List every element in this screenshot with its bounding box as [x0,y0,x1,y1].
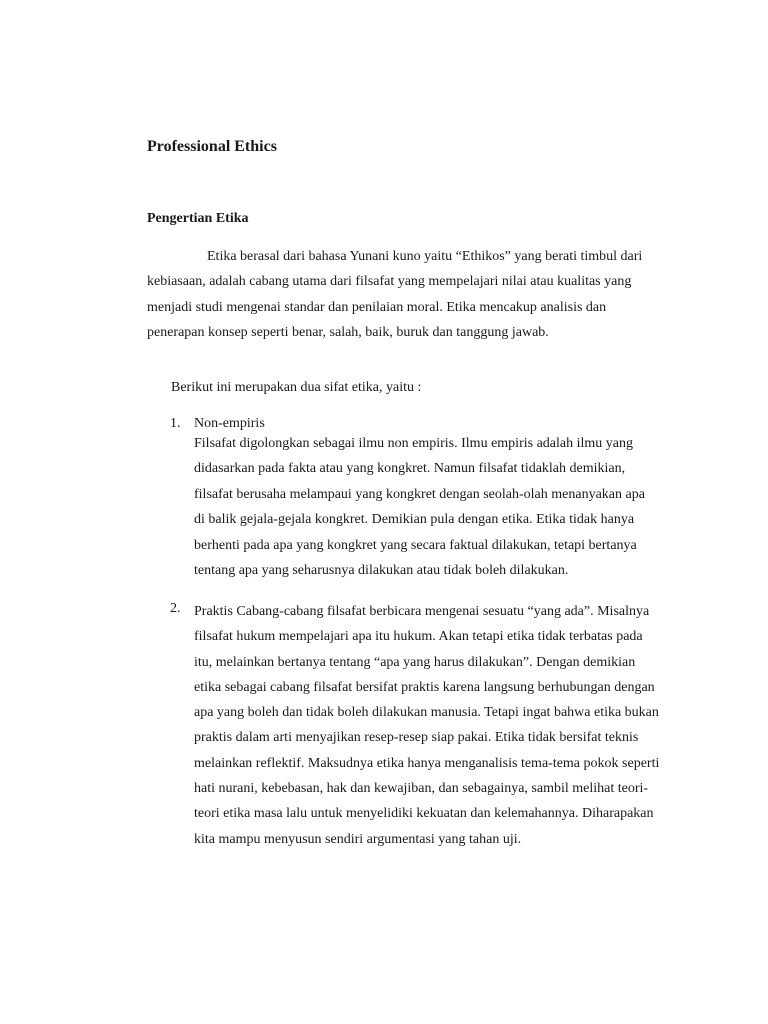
list-intro: Berikut ini merupakan dua sifat etika, yaitu : [171,380,422,395]
list-item-text: Praktis Cabang-cabang filsafat berbicara mengenai sesuatu “yang ada”. Misalnya filsafat hukum mempelajari apa itu hukum. Akan tetapi etika tidak terbatas pada itu, melainkan bertanya tentang “apa yang harus dilakukan”. Dengan demikian etika sebagai cabang filsafat bersifat praktis karena langsung berhubungan dengan apa yang boleh dan tidak boleh dilakukan manusia. Tetapi ingat bahwa etika bukan praktis dalam arti menyajikan resep-resep siap pakai. Etika tidak bersifat teknis melainkan reflektif. Maksudnya etika hanya menganalisis tema-tema pokok seperti hati nurani, kebebasan, hak dan kewajiban, dan sebagainya, sambil melihat teori-teori etika masa lalu untuk menyelidiki kekuatan dan kelemahannya. Diharapakan kita mampu menyusun sendiri argumentasi yang tahan uji. [194,604,660,847]
list-item-number: 2. [170,601,181,616]
list-item-label: Non-empiris [194,416,265,431]
section-heading: Pengertian Etika [147,211,249,226]
document-title: Professional Ethics [147,138,277,155]
body-paragraph: Etika berasal dari bahasa Yunani kuno yaitu “Ethikos” yang berati timbul dari kebiasaan, adalah cabang utama dari filsafat yang mempelajari nilai atau kualitas yang menjadi studi mengenai standar dan penilaian moral. Etika mencakup analisis dan penerapan konsep seperti benar, salah, baik, buruk dan tanggung jawab. [147,249,643,341]
list-item-text: Filsafat digolongkan sebagai ilmu non empiris. Ilmu empiris adalah ilmu yang didasarkan pada fakta atau yang kongkret. Namun filsafat tidaklah demikian, filsafat berusaha melampaui yang kongkret dengan seolah-olah menanyakan apa di balik gejala-gejala kongkret. Demikian pula dengan etika. Etika tidak hanya berhenti pada apa yang kongkret yang secara faktual dilakukan, tetapi bertanya tentang apa yang seharusnya dilakukan atau tidak boleh dilakukan. [194,436,645,579]
list-item-number: 1. [170,416,181,431]
